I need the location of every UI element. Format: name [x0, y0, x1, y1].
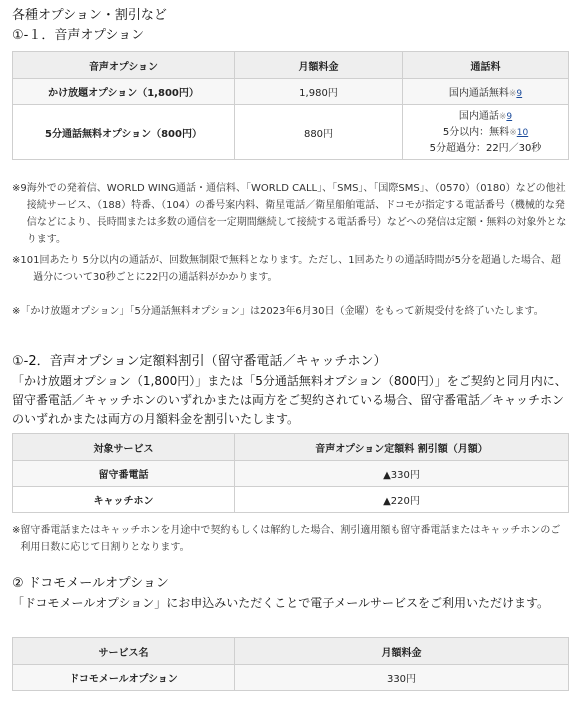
service-price: 330円	[235, 665, 569, 691]
call-text: 5分以内：無料	[442, 126, 510, 138]
discount-value: ▲220円	[235, 487, 569, 513]
header-service-name: サービス名	[13, 638, 235, 665]
table-header-row	[13, 638, 569, 665]
table-row	[13, 665, 569, 691]
option-call	[403, 105, 569, 160]
call-text: 国内通話無料	[448, 88, 509, 99]
option-price: 1,980円	[235, 79, 403, 105]
note-text: 留守番電話またはキャッチホンを月途中で契約もしくは解約した場合、割引適用額も留守番電話またはキャッチホンのご利用日数に応じて日割りとなります。	[20, 525, 561, 553]
table-header-row	[13, 434, 569, 461]
table-row	[13, 487, 569, 513]
note-9	[12, 180, 568, 248]
note-text: 海外での発着信、WORLD WING通話・通信料、「WORLD CALL」、「SMS」、「国際SMS」、（0570）（0180）などの他社接続サービス、（188）特番、（104）の番号案内料、衛星電話／衛星船舶電話、ドコモが指定する電話番号（機械的な発信などにより、長時間または多数の通信を一定期間継続して接続する電話番号）などへの発信は定額・無料の対象外となります。	[26, 183, 567, 245]
header-discount-amount: 音声オプション定額料 割引額（月額）	[235, 434, 569, 461]
header-target-service: 対象サービス	[13, 434, 235, 461]
option-call	[403, 79, 569, 105]
discount-description: 「かけ放題オプション（1,800円）」または「5分通話無料オプション（800円）」をご契約と同月内に、留守番電話／キャッチホンのいずれかまたは両方をご契約されている場合、留守番電話／キャッチホンのいずれかまたは両方の月額料金を割引いたします。	[12, 374, 567, 426]
option-price: 880円	[235, 105, 403, 160]
voice-option-title: ①-１．音声オプション	[12, 28, 145, 43]
option-name: 5分通話無料オプション（800円）	[13, 105, 235, 160]
note-mark: ※	[508, 89, 517, 99]
call-text: 国内通話	[458, 110, 499, 122]
note-end-of-sales	[12, 303, 568, 320]
note-text: 1回あたり 5分以内の通話が、回数無制限で無料となります。ただし、1回あたりの通話時間が5分を超過した場合、超過分について30秒ごとに22円の通話料がかかります。	[33, 255, 561, 283]
note-mark: ※	[498, 111, 507, 122]
discount-table	[12, 433, 569, 513]
header-monthly-fee: 月額料金	[235, 52, 403, 79]
note-10-link[interactable]: 10	[516, 127, 529, 138]
docomo-mail-title: ② ドコモメールオプション	[12, 576, 169, 591]
service-name: キャッチホン	[13, 487, 235, 513]
table-row	[13, 105, 569, 160]
header-call-fee: 通話料	[403, 52, 569, 79]
service-name: ドコモメールオプション	[13, 665, 235, 691]
discount-value: ▲330円	[235, 461, 569, 487]
table-row	[13, 79, 569, 105]
table-header-row	[13, 52, 569, 79]
call-text: 5分超過分：22円／30秒	[429, 142, 542, 154]
header-voice-option: 音声オプション	[13, 52, 235, 79]
header-monthly-fee: 月額料金	[235, 638, 569, 665]
section-title: 各種オプション・割引など	[12, 8, 167, 23]
note-mark: ※10	[12, 255, 34, 266]
voice-option-table	[12, 51, 569, 160]
option-name: かけ放題オプション（1,800円）	[13, 79, 235, 105]
discount-title: ①-2．音声オプション定額料割引（留守番電話／キャッチホン）	[12, 354, 387, 369]
table-row	[13, 461, 569, 487]
notes-block	[12, 180, 568, 286]
note-mark: ※	[509, 127, 517, 138]
service-name: 留守番電話	[13, 461, 235, 487]
discount-note	[12, 522, 568, 556]
docomo-mail-description: 「ドコモメールオプション」にお申込みいただくことで電子メールサービスをご利用いただけます。	[12, 596, 550, 610]
note-text: 「かけ放題オプション」「5分通話無料オプション」は2023年6月30日（金曜）をもって新規受付を終了いたします。	[20, 306, 544, 317]
note-mark: ※	[12, 525, 21, 536]
note-9-link[interactable]: 9	[506, 111, 513, 122]
note-mark: ※9	[12, 183, 27, 194]
note-9-link[interactable]: 9	[516, 89, 523, 99]
note-mark: ※	[12, 306, 21, 317]
note-10	[12, 252, 568, 286]
docomo-mail-table	[12, 637, 569, 691]
